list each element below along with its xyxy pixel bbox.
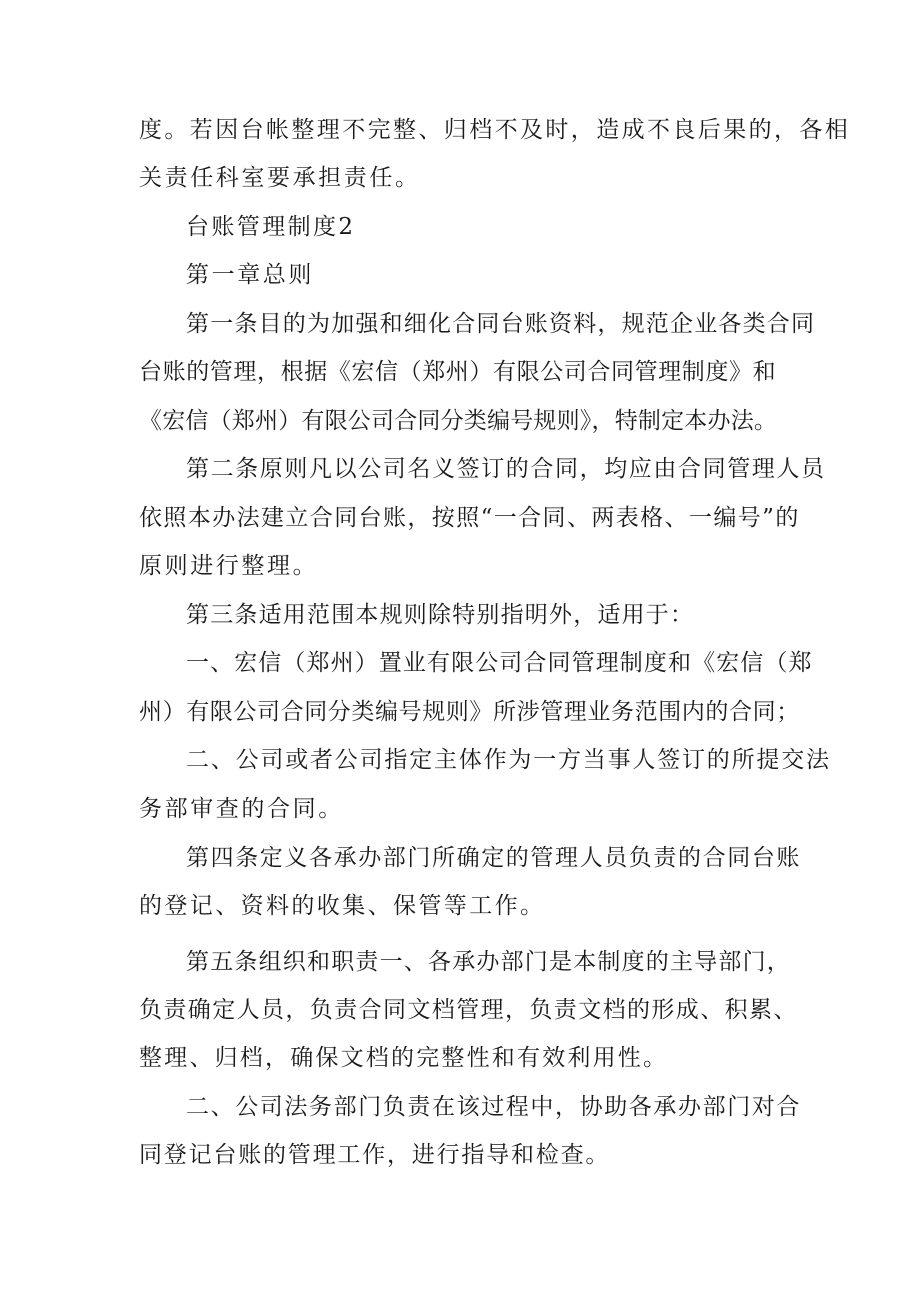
- paragraph-line: 整理、归档，确保文档的完整性和有效利用性。: [139, 1045, 669, 1071]
- section-heading: 台账管理制度2: [186, 214, 356, 240]
- paragraph-line: 第五条组织和职责一、各承办部门是本制度的主导部门，: [186, 949, 791, 975]
- paragraph-line: 《宏信（郑州）有限公司合同分类编号规则》，特制定本办法。: [139, 408, 778, 434]
- paragraph-line: 二、公司或者公司指定主体作为一方当事人签订的所提交法: [186, 747, 831, 773]
- paragraph-line: 台账的管理，根据《宏信（郑州）有限公司合同管理制度》和: [139, 359, 777, 385]
- paragraph-line: 二、公司法务部门负责在该过程中，协助各承办部门对合: [186, 1094, 801, 1120]
- paragraph-line: 依照本办法建立合同台账，按照“一合同、两表格、一编号”的: [139, 505, 800, 531]
- paragraph-line: 原则进行整理。: [139, 553, 319, 579]
- paragraph-line: 州）有限公司合同分类编号规则》所涉管理业务范围内的合同；: [139, 699, 800, 725]
- paragraph-line: 第四条定义各承办部门所确定的管理人员负责的合同台账: [186, 845, 801, 871]
- paragraph-line: 同登记台账的管理工作，进行指导和检查。: [139, 1142, 611, 1168]
- paragraph-line: 关责任科室要承担责任。: [139, 165, 421, 191]
- paragraph-line: 第一条目的为加强和细化合同台账资料，规范企业各类合同: [186, 311, 816, 337]
- chapter-heading: 第一章总则: [186, 262, 314, 288]
- paragraph-line: 的登记、资料的收集、保管等工作。: [139, 893, 546, 919]
- paragraph-line: 第三条适用范围本规则除特别指明外，适用于：: [186, 602, 695, 628]
- paragraph-line: 第二条原则凡以公司名义签订的合同，均应由合同管理人员: [186, 456, 826, 482]
- paragraph-line: 务部审查的合同。: [139, 796, 344, 822]
- paragraph-line: 负责确定人员，负责合同文档管理，负责文档的形成、积累、: [139, 997, 798, 1023]
- paragraph-line: 度。若因台帐整理不完整、归档不及时，造成不良后果的，各相: [139, 117, 851, 143]
- paragraph-line: 一、宏信（郑州）置业有限公司合同管理制度和《宏信（郑: [186, 650, 813, 676]
